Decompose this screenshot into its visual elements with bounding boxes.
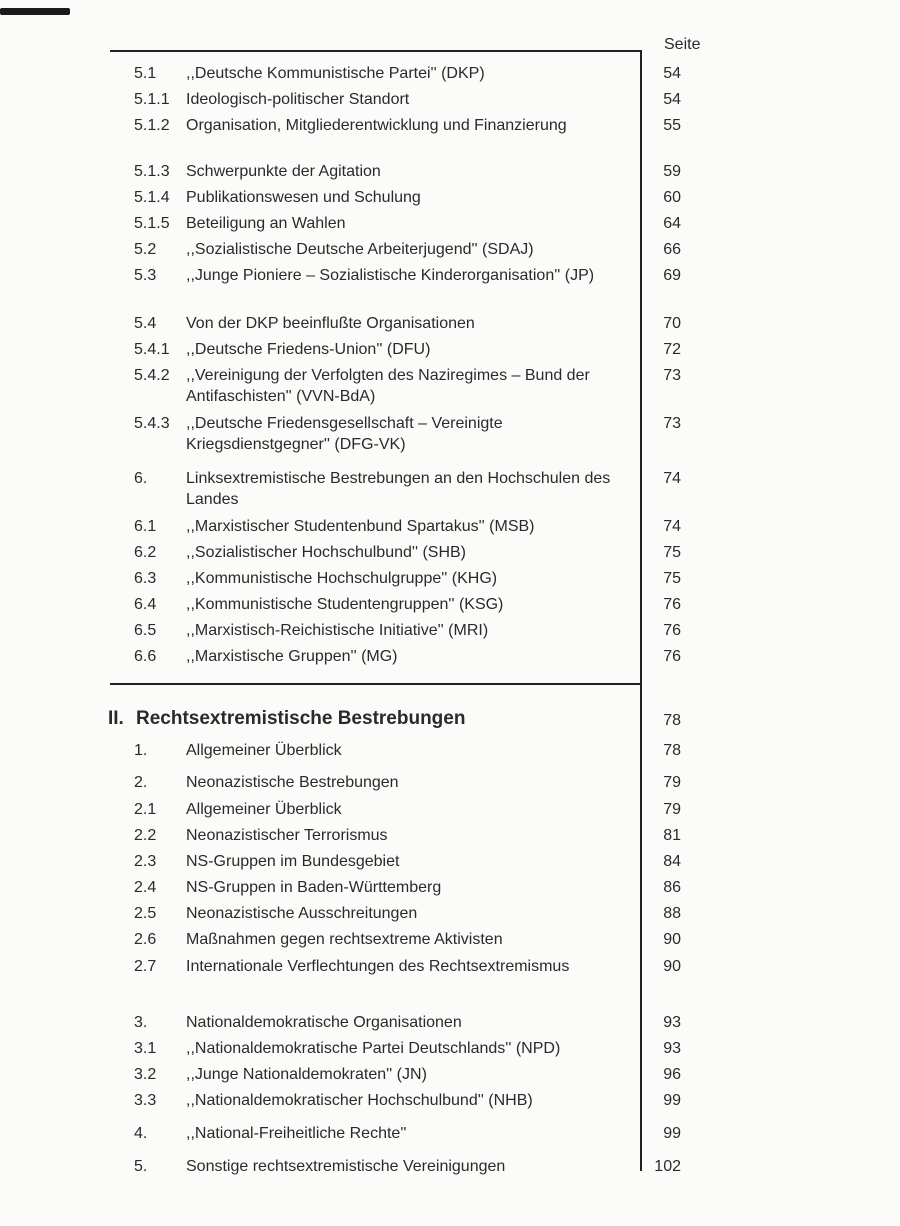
- toc-entry-number: 2.4: [134, 879, 157, 896]
- toc-entry-title: ,,National-Freiheitliche Rechte'': [186, 1125, 407, 1142]
- toc-entry-title: Allgemeiner Überblick: [186, 801, 342, 818]
- toc-entry-page: 54: [663, 65, 681, 82]
- toc-entry-number: 2.7: [134, 958, 157, 975]
- toc-entry-number: 5.4.2: [134, 367, 170, 384]
- toc-entry-page: 93: [663, 1040, 681, 1057]
- toc-entry-title: ,,Kommunistische Hochschulgruppe'' (KHG): [186, 570, 498, 587]
- toc-entry-page: 78: [663, 742, 681, 759]
- toc-entry-title: Neonazistischer Terrorismus: [186, 827, 388, 844]
- toc-entry-title: Von der DKP beeinflußte Organisationen: [186, 315, 475, 332]
- toc-entry-title: ,,Deutsche Friedensgesellschaft – Vereinigte Kriegsdienstgegner'' (DFG-VK): [186, 415, 503, 453]
- toc-entry-title: NS-Gruppen in Baden-Württemberg: [186, 879, 442, 896]
- toc-entry-number: 2.5: [134, 905, 157, 922]
- toc-entry-title: ,,Marxistische Gruppen'' (MG): [186, 648, 398, 665]
- toc-entry-number: 6.1: [134, 518, 157, 535]
- toc-entry-number: 6.2: [134, 544, 157, 561]
- toc-entry-title: ,,Kommunistische Studentengruppen'' (KSG): [186, 596, 504, 613]
- toc-entry-number: 5.4.1: [134, 341, 170, 358]
- toc-entry-page: 69: [663, 267, 681, 284]
- toc-entry-title: Schwerpunkte der Agitation: [186, 163, 381, 180]
- toc-entry-number: 3.: [134, 1014, 148, 1031]
- toc-entry-page: 66: [663, 241, 681, 258]
- toc-entry-number: 4.: [134, 1125, 148, 1142]
- toc-entry-title: ,,Vereinigung der Verfolgten des Naziregimes – Bund der Antifaschisten'' (VVN-BdA): [186, 367, 590, 405]
- toc-entry-number: 3.1: [134, 1040, 157, 1057]
- toc-entry-number: 3.3: [134, 1092, 157, 1109]
- toc-entry-title: ,,Marxistisch-Reichistische Initiative'' (MRI): [186, 622, 489, 639]
- toc-entry-page: 70: [663, 315, 681, 332]
- toc-entry-number: 6.3: [134, 570, 157, 587]
- toc-entry-title: ,,Junge Pioniere – Sozialistische Kinderorganisation'' (JP): [186, 267, 595, 284]
- toc-entry-page: 93: [663, 1014, 681, 1031]
- toc-entry-title: Internationale Verflechtungen des Rechtsextremismus: [186, 958, 570, 975]
- toc-entry-number: 1.: [134, 742, 148, 759]
- toc-entry-number: 6.: [134, 470, 148, 487]
- toc-entry-page: 90: [663, 958, 681, 975]
- toc-entry-page: 73: [663, 367, 681, 384]
- toc-entry-title: Ideologisch-politischer Standort: [186, 91, 410, 108]
- toc-entry-page: 81: [663, 827, 681, 844]
- toc-entry-number: 5.1.3: [134, 163, 170, 180]
- toc-entry-number: 2.: [134, 774, 148, 791]
- section-roman-numeral: II.: [108, 708, 124, 729]
- column-divider-upper: [640, 50, 642, 684]
- toc-entry-page: 76: [663, 648, 681, 665]
- toc-entry-page: 90: [663, 931, 681, 948]
- toc-entry-title: Neonazistische Bestrebungen: [186, 774, 399, 791]
- toc-entry-number: 5.1.2: [134, 117, 170, 134]
- toc-entry-number: 6.4: [134, 596, 157, 613]
- toc-entry-title: ,,Marxistischer Studentenbund Spartakus'' (MSB): [186, 518, 535, 535]
- toc-entry-title: ,,Nationaldemokratische Partei Deutschlands'' (NPD): [186, 1040, 561, 1057]
- toc-entry-page: 99: [663, 1125, 681, 1142]
- toc-entry-title: ,,Nationaldemokratischer Hochschulbund'' (NHB): [186, 1092, 533, 1109]
- toc-entry-title: ,,Sozialistischer Hochschulbund'' (SHB): [186, 544, 466, 561]
- toc-entry-page: 75: [663, 570, 681, 587]
- toc-entry-page: 79: [663, 774, 681, 791]
- toc-entry-number: 6.6: [134, 648, 157, 665]
- toc-entry-title: NS-Gruppen im Bundesgebiet: [186, 853, 400, 870]
- toc-entry-page: 96: [663, 1066, 681, 1083]
- toc-entry-title: Sonstige rechtsextremistische Vereinigungen: [186, 1158, 506, 1175]
- page-column-header: Seite: [664, 36, 701, 53]
- toc-entry-page: 59: [663, 163, 681, 180]
- toc-entry-page: 54: [663, 91, 681, 108]
- toc-entry-page: 102: [654, 1158, 681, 1175]
- toc-entry-title: Neonazistische Ausschreitungen: [186, 905, 418, 922]
- toc-entry-title: Organisation, Mitgliederentwicklung und Finanzierung: [186, 117, 567, 134]
- toc-entry-title: Nationaldemokratische Organisationen: [186, 1014, 462, 1031]
- toc-entry-title: ,,Deutsche Friedens-Union'' (DFU): [186, 341, 431, 358]
- section-rule: [110, 683, 642, 685]
- toc-entry-page: 84: [663, 853, 681, 870]
- toc-entry-number: 5.1.1: [134, 91, 170, 108]
- toc-entry-title: Maßnahmen gegen rechtsextreme Aktivisten: [186, 931, 503, 948]
- toc-entry-title: Publikationswesen und Schulung: [186, 189, 421, 206]
- section-page-number: 78: [663, 712, 681, 729]
- toc-entry-number: 3.2: [134, 1066, 157, 1083]
- toc-entry-number: 5.4.3: [134, 415, 170, 432]
- toc-entry-number: 6.5: [134, 622, 157, 639]
- toc-entry-page: 88: [663, 905, 681, 922]
- toc-entry-page: 86: [663, 879, 681, 896]
- toc-entry-number: 5.2: [134, 241, 157, 258]
- toc-entry-page: 60: [663, 189, 681, 206]
- toc-entry-number: 2.3: [134, 853, 157, 870]
- section-title: Rechtsextremistische Bestrebungen: [136, 708, 466, 729]
- toc-entry-number: 5.1: [134, 65, 157, 82]
- toc-entry-number: 5.3: [134, 267, 157, 284]
- toc-entry-title: Allgemeiner Überblick: [186, 742, 342, 759]
- toc-entry-page: 75: [663, 544, 681, 561]
- toc-entry-page: 72: [663, 341, 681, 358]
- toc-entry-page: 74: [663, 518, 681, 535]
- toc-entry-page: 64: [663, 215, 681, 232]
- toc-entry-title: ,,Junge Nationaldemokraten'' (JN): [186, 1066, 427, 1083]
- toc-entry-page: 73: [663, 415, 681, 432]
- toc-entry-number: 2.1: [134, 801, 157, 818]
- toc-entry-number: 5.1.5: [134, 215, 170, 232]
- toc-entry-title: ,,Deutsche Kommunistische Partei'' (DKP): [186, 65, 485, 82]
- toc-entry-page: 74: [663, 470, 681, 487]
- toc-entry-title: ,,Sozialistische Deutsche Arbeiterjugend'' (SDAJ): [186, 241, 534, 258]
- toc-entry-number: 5.: [134, 1158, 148, 1175]
- toc-entry-page: 55: [663, 117, 681, 134]
- column-divider-lower: [640, 683, 642, 1171]
- toc-entry-page: 79: [663, 801, 681, 818]
- toc-entry-title: Linksextremistische Bestrebungen an den Hochschulen des Landes: [186, 470, 611, 508]
- binding-edge: [0, 8, 70, 15]
- toc-entry-title: Beteiligung an Wahlen: [186, 215, 346, 232]
- toc-entry-number: 2.6: [134, 931, 157, 948]
- toc-entry-number: 5.4: [134, 315, 157, 332]
- toc-entry-page: 76: [663, 596, 681, 613]
- toc-entry-page: 99: [663, 1092, 681, 1109]
- toc-entry-number: 5.1.4: [134, 189, 170, 206]
- toc-entry-number: 2.2: [134, 827, 157, 844]
- toc-entry-page: 76: [663, 622, 681, 639]
- top-rule: [110, 50, 642, 52]
